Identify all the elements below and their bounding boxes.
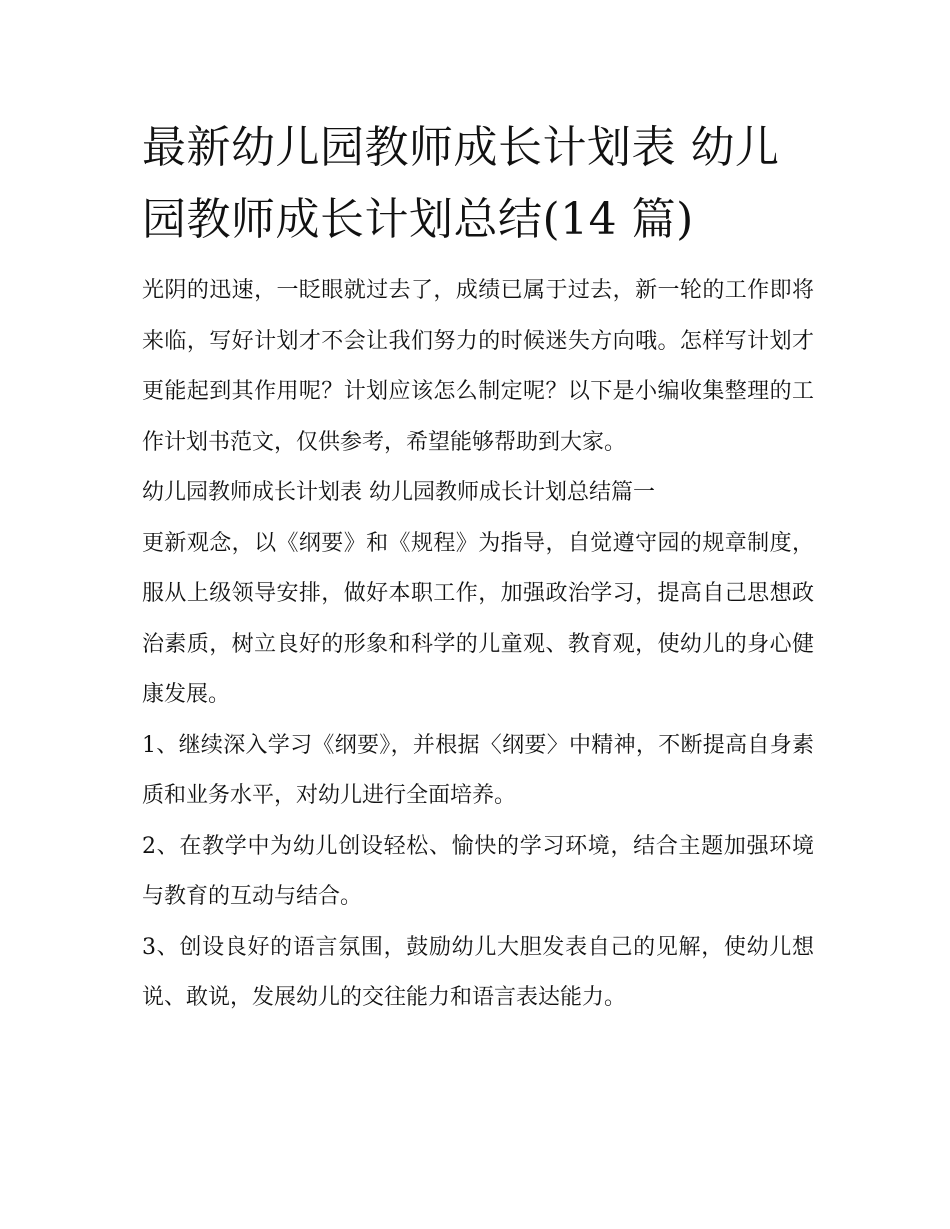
intro-paragraph: 光阴的迅速，一眨眼就过去了，成绩已属于过去，新一轮的工作即将来临，写好计划才不会让我们努力的时候迷失方向哦。怎样写计划才更能起到其作用呢？计划应该怎么制定呢？以下是小编收集整理的工作计划书范文，仅供参考，希望能够帮助到大家。	[142, 278, 814, 455]
list-item: 1、继续深入学习《纲要》，并根据〈纲要〉中精神，不断提高自身素质和业务水平，对幼儿进行全面培养。	[142, 732, 814, 808]
list-item: 2、在教学中为幼儿创设轻松、愉快的学习环境，结合主题加强环境与教育的互动与结合。	[142, 833, 814, 909]
section-heading: 幼儿园教师成长计划表 幼儿园教师成长计划总结篇一	[142, 480, 655, 505]
document-page	[142, 112, 814, 1024]
list-item: 3、创设良好的语言氛围，鼓励幼儿大胆发表自己的见解，使幼儿想说、敢说，发展幼儿的交往能力和语言表达能力。	[142, 934, 814, 1010]
section-paragraph: 更新观念，以《纲要》和《规程》为指导，自觉遵守园的规章制度，服从上级领导安排，做好本职工作，加强政治学习，提高自己思想政治素质，树立良好的形象和科学的儿童观、教育观，使幼儿的身心健康发展。	[142, 530, 814, 707]
document-title: 最新幼儿园教师成长计划表 幼儿园教师成长计划总结(14 篇)	[142, 122, 780, 245]
